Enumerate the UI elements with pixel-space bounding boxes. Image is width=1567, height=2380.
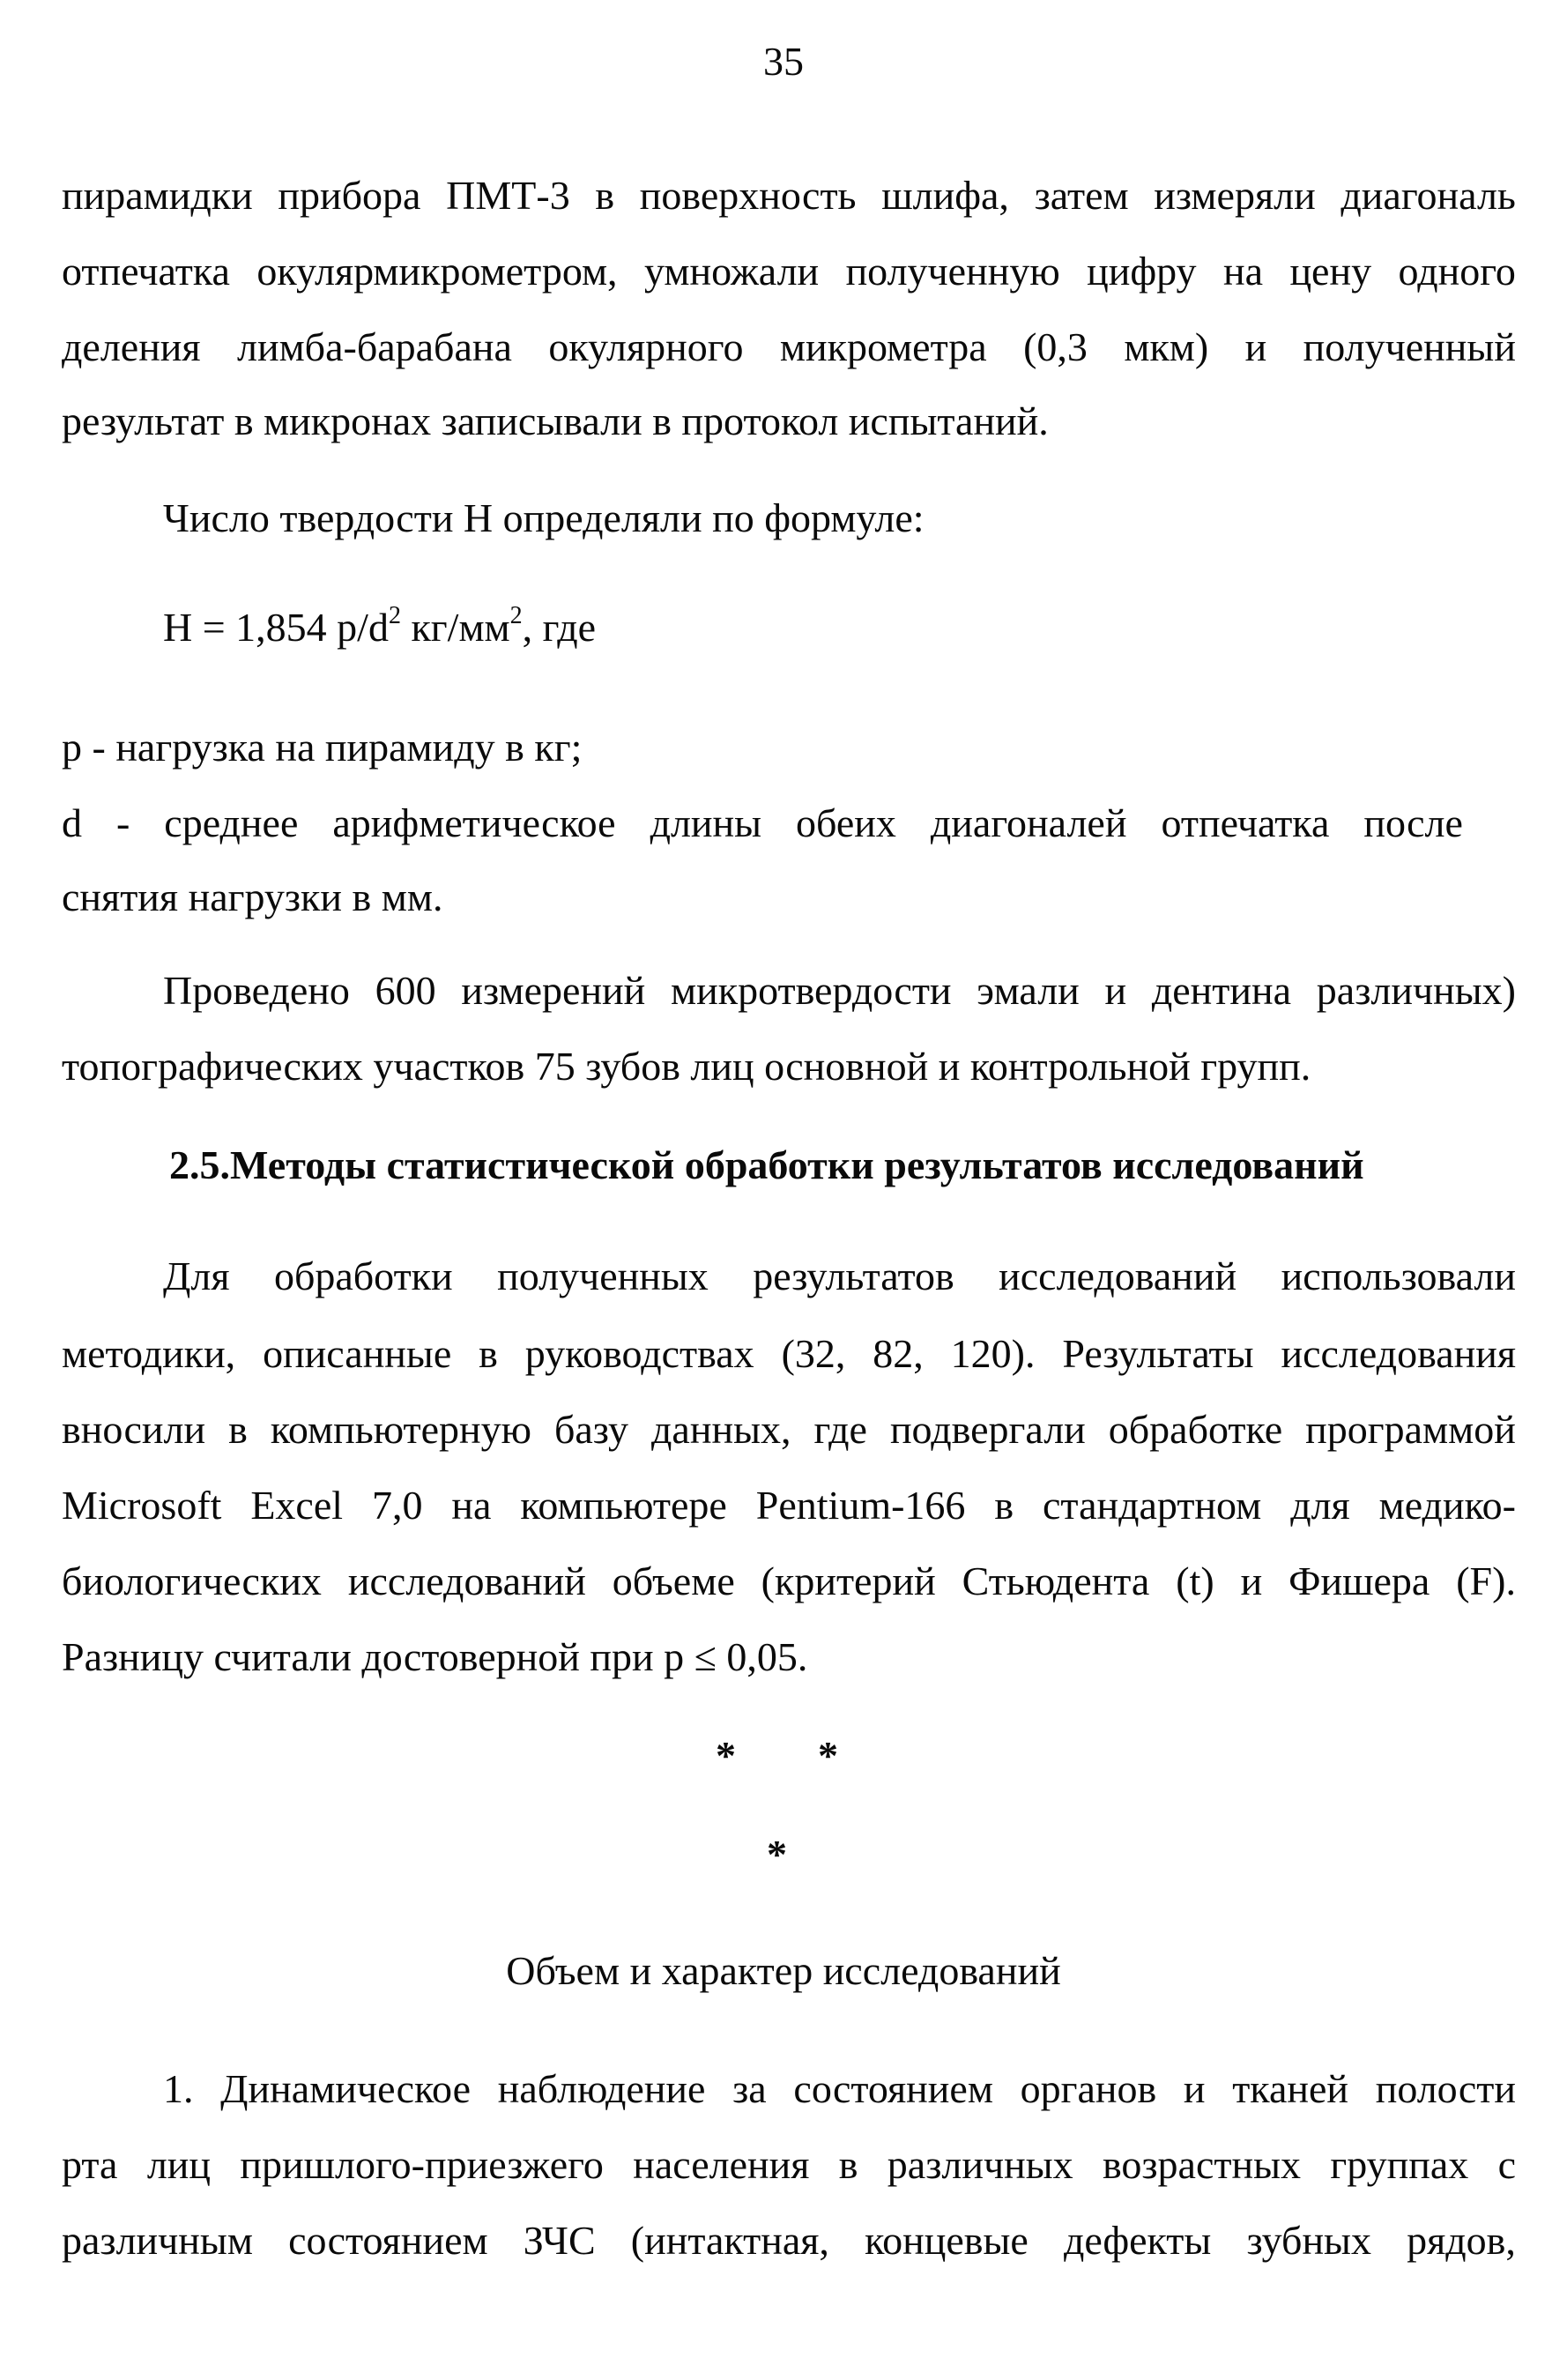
- asterisk: *: [767, 1832, 787, 1877]
- text-line: снятия нагрузки в мм.: [62, 874, 443, 919]
- text-line: вносили в компьютерную базу данных, где подвергали обработке программой: [62, 1407, 1516, 1452]
- text-line: различным состоянием ЗЧС (интактная, концевые дефекты зубных рядов,: [62, 2218, 1516, 2263]
- text-line: Для обработки полученных результатов исследований использовали: [163, 1253, 1516, 1298]
- text-line: Проведено 600 измерений микротвердости эмали и дентина различных): [163, 968, 1516, 1013]
- text-line: топографических участков 75 зубов лиц основной и контрольной групп.: [62, 1044, 1311, 1089]
- asterisk: *: [818, 1733, 838, 1778]
- text-line: рта лиц пришлого-приезжего населения в различных возрастных группах с: [62, 2142, 1516, 2187]
- asterisk: *: [716, 1733, 736, 1778]
- text-line: d - среднее арифметическое длины обеих диагоналей отпечатка после: [62, 800, 1463, 845]
- text-line: Число твердости Н определяли по формуле:: [163, 495, 925, 540]
- text-line: Разницу считали достоверной при р ≤ 0,05.: [62, 1634, 808, 1679]
- section-heading: 2.5.Методы статистической обработки результатов исследований: [169, 1142, 1364, 1187]
- formula-exponent: 2: [509, 601, 523, 629]
- text-line: биологических исследований объеме (критерий Стьюдента (t) и Фишера (F).: [62, 1558, 1516, 1603]
- page-number: 35: [763, 39, 804, 84]
- formula-part: Н = 1,854 p/d: [163, 605, 389, 650]
- text-line: пирамидки прибора ПМТ-3 в поверхность шлифа, затем измеряли диагональ: [62, 173, 1516, 218]
- formula-part: кг/мм: [400, 605, 510, 650]
- text-line: Microsoft Excel 7,0 на компьютере Pentium-166 в стандартном для медико-: [62, 1483, 1516, 1528]
- text-line: методики, описанные в руководствах (32, 82, 120). Результаты исследования: [62, 1331, 1516, 1376]
- text-line: p - нагрузка на пирамиду в кг;: [62, 725, 583, 770]
- formula-exponent: 2: [388, 601, 401, 629]
- text-line: деления лимба-барабана окулярного микрометра (0,3 мкм) и полученный: [62, 324, 1516, 369]
- subheading: Объем и характер исследований: [506, 1948, 1061, 1993]
- formula-part: , где: [522, 605, 597, 650]
- formula: [163, 601, 596, 654]
- text-line: результат в микронах записывали в протокол испытаний.: [62, 398, 1049, 443]
- text-line: отпечатка окулярмикрометром, умножали полученную цифру на цену одного: [62, 249, 1516, 294]
- text-line: 1. Динамическое наблюдение за состоянием органов и тканей полости: [163, 2066, 1516, 2111]
